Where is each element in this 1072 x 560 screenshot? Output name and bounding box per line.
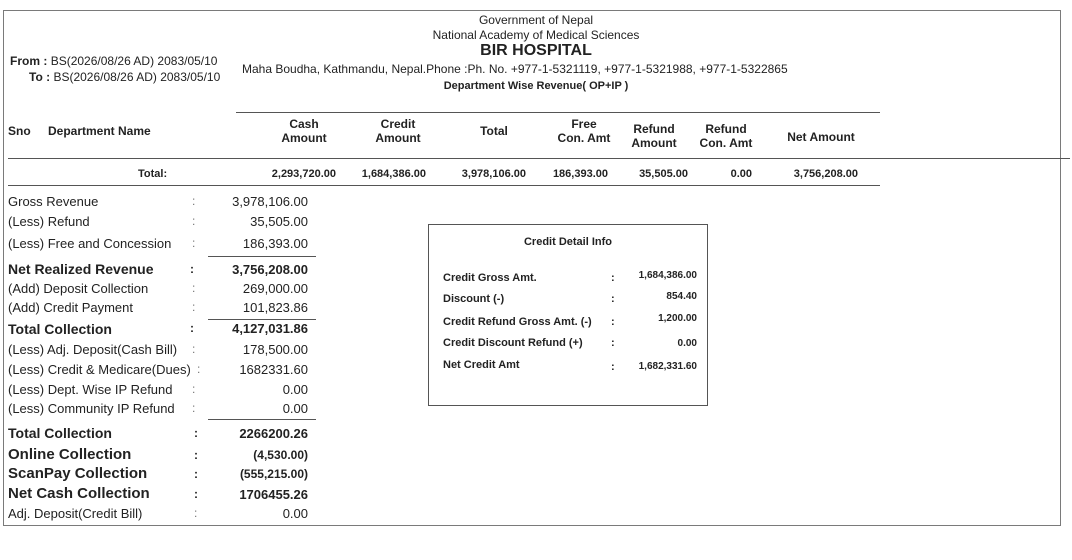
col-credit-line2: Amount (375, 131, 421, 145)
col-total: Total (480, 124, 508, 138)
summary-value: 178,500.00 (242, 342, 308, 357)
col-cash (272, 117, 336, 145)
credit-detail-colon: : (611, 272, 615, 284)
credit-detail-box (428, 224, 708, 406)
summary-label: Gross Revenue (8, 194, 99, 209)
academy-line: National Academy of Medical Sciences (432, 28, 640, 42)
from-value: BS(2026/08/26 AD) 2083/05/10 (50, 54, 218, 68)
summary-value: 186,393.00 (242, 236, 308, 251)
credit-detail-label: Credit Gross Amt. (443, 272, 537, 284)
header-top-rule (236, 112, 880, 113)
summary-value: 1706455.26 (239, 487, 308, 502)
total-net: 3,756,208.00 (793, 168, 858, 180)
summary-value: 3,756,208.00 (232, 262, 308, 277)
col-department: Department Name (48, 124, 151, 138)
summary-colon: : (190, 262, 194, 276)
credit-detail-label: Net Credit Amt (443, 359, 520, 371)
col-sno: Sno (8, 124, 31, 138)
summary-label: Net Realized Revenue (8, 261, 154, 277)
summary-colon: : (192, 342, 196, 356)
col-credit-line1: Credit (380, 117, 416, 131)
summary-rule (208, 256, 316, 257)
date-to (29, 70, 220, 84)
summary-label: ScanPay Collection (8, 465, 148, 482)
total-refund-con: 0.00 (730, 168, 752, 180)
col-refund-con-line2: Con. Amt (699, 136, 753, 150)
summary-value: 3,978,106.00 (232, 194, 308, 209)
summary-colon: : (194, 448, 198, 462)
report-title: Department Wise Revenue( OP+IP ) (443, 80, 629, 92)
col-free (552, 117, 616, 145)
col-free-line2: Con. Amt (557, 131, 611, 145)
summary-colon: : (192, 382, 196, 396)
summary-colon: : (194, 467, 198, 481)
summary-colon: : (192, 401, 196, 415)
to-value: BS(2026/08/26 AD) 2083/05/10 (53, 70, 221, 84)
credit-detail-colon: : (611, 337, 615, 349)
summary-colon: : (192, 194, 196, 208)
total-total: 3,978,106.00 (461, 168, 526, 180)
total-credit: 1,684,386.00 (361, 168, 426, 180)
col-refund-con (696, 122, 756, 150)
credit-detail-value: 854.40 (666, 291, 697, 302)
credit-detail-label: Discount (-) (443, 293, 505, 305)
to-label: To : (29, 70, 51, 84)
summary-label: (Less) Dept. Wise IP Refund (8, 382, 173, 397)
col-net: Net Amount (787, 130, 855, 144)
credit-detail-value: 1,684,386.00 (638, 270, 697, 281)
summary-value: 0.00 (282, 401, 308, 416)
col-credit (366, 117, 430, 145)
hospital-name: BIR HOSPITAL (480, 42, 592, 59)
summary-colon: : (192, 300, 196, 314)
summary-colon: : (190, 321, 194, 335)
totals-label: Total: (138, 168, 168, 180)
credit-detail-value: 0.00 (677, 338, 697, 349)
summary-label: Adj. Deposit(Credit Bill) (8, 506, 143, 521)
summary-value: 4,127,031.86 (232, 321, 308, 336)
summary-colon: : (192, 214, 196, 228)
total-refund: 35,505.00 (639, 168, 688, 180)
summary-label: (Less) Community IP Refund (8, 401, 175, 416)
credit-detail-value: 1,682,331.60 (638, 361, 697, 372)
col-refund-con-line1: Refund (705, 122, 747, 136)
government-line: Government of Nepal (478, 13, 594, 27)
summary-value: 0.00 (282, 382, 308, 397)
summary-colon: : (194, 487, 198, 501)
summary-value: (555,215.00) (239, 467, 308, 481)
from-label: From : (10, 54, 48, 68)
hospital-address: Maha Boudha, Kathmandu, Nepal.Phone :Ph. No. +977-1-5321119, +977-1-5321988, +977-1-5322865 (242, 62, 788, 76)
summary-colon: : (194, 506, 198, 520)
summary-colon: : (192, 236, 196, 250)
header-bottom-rule (8, 158, 1070, 159)
summary-value: (4,530.00) (253, 448, 308, 462)
summary-label: Online Collection (8, 446, 132, 463)
col-free-line1: Free (571, 117, 597, 131)
summary-label: Total Collection (8, 425, 112, 441)
summary-rule (208, 419, 316, 420)
summary-colon: : (197, 362, 201, 376)
col-cash-line2: Amount (281, 131, 327, 145)
credit-detail-colon: : (611, 293, 615, 305)
summary-label: (Less) Credit & Medicare(Dues) (8, 362, 191, 377)
summary-rule (208, 319, 316, 320)
totals-bottom-rule (8, 185, 880, 186)
summary-value: 0.00 (282, 506, 308, 521)
total-cash: 2,293,720.00 (271, 168, 336, 180)
summary-colon: : (192, 281, 196, 295)
col-refund (624, 122, 684, 150)
summary-label: Total Collection (8, 321, 112, 337)
summary-value: 269,000.00 (242, 281, 308, 296)
credit-detail-label: Credit Refund Gross Amt. (-) (443, 316, 592, 328)
summary-colon: : (194, 426, 198, 440)
summary-value: 2266200.26 (239, 426, 308, 441)
summary-value: 1682331.60 (239, 362, 308, 377)
col-cash-line1: Cash (289, 117, 319, 131)
credit-detail-label: Credit Discount Refund (+) (443, 337, 583, 349)
summary-label: (Add) Credit Payment (8, 300, 133, 315)
credit-detail-colon: : (611, 316, 615, 328)
summary-label: (Less) Free and Concession (8, 236, 172, 251)
col-refund-line2: Amount (631, 136, 677, 150)
summary-value: 101,823.86 (242, 300, 308, 315)
date-from (10, 54, 217, 68)
total-free: 186,393.00 (552, 168, 608, 180)
summary-label: (Add) Deposit Collection (8, 281, 149, 296)
summary-label: (Less) Adj. Deposit(Cash Bill) (8, 342, 178, 357)
summary-label: (Less) Refund (8, 214, 90, 229)
summary-value: 35,505.00 (250, 214, 308, 229)
credit-detail-title: Credit Detail Info (523, 236, 612, 248)
credit-detail-colon: : (611, 361, 615, 373)
credit-detail-value: 1,200.00 (658, 313, 697, 324)
summary-label: Net Cash Collection (8, 485, 150, 502)
col-refund-line1: Refund (633, 122, 675, 136)
